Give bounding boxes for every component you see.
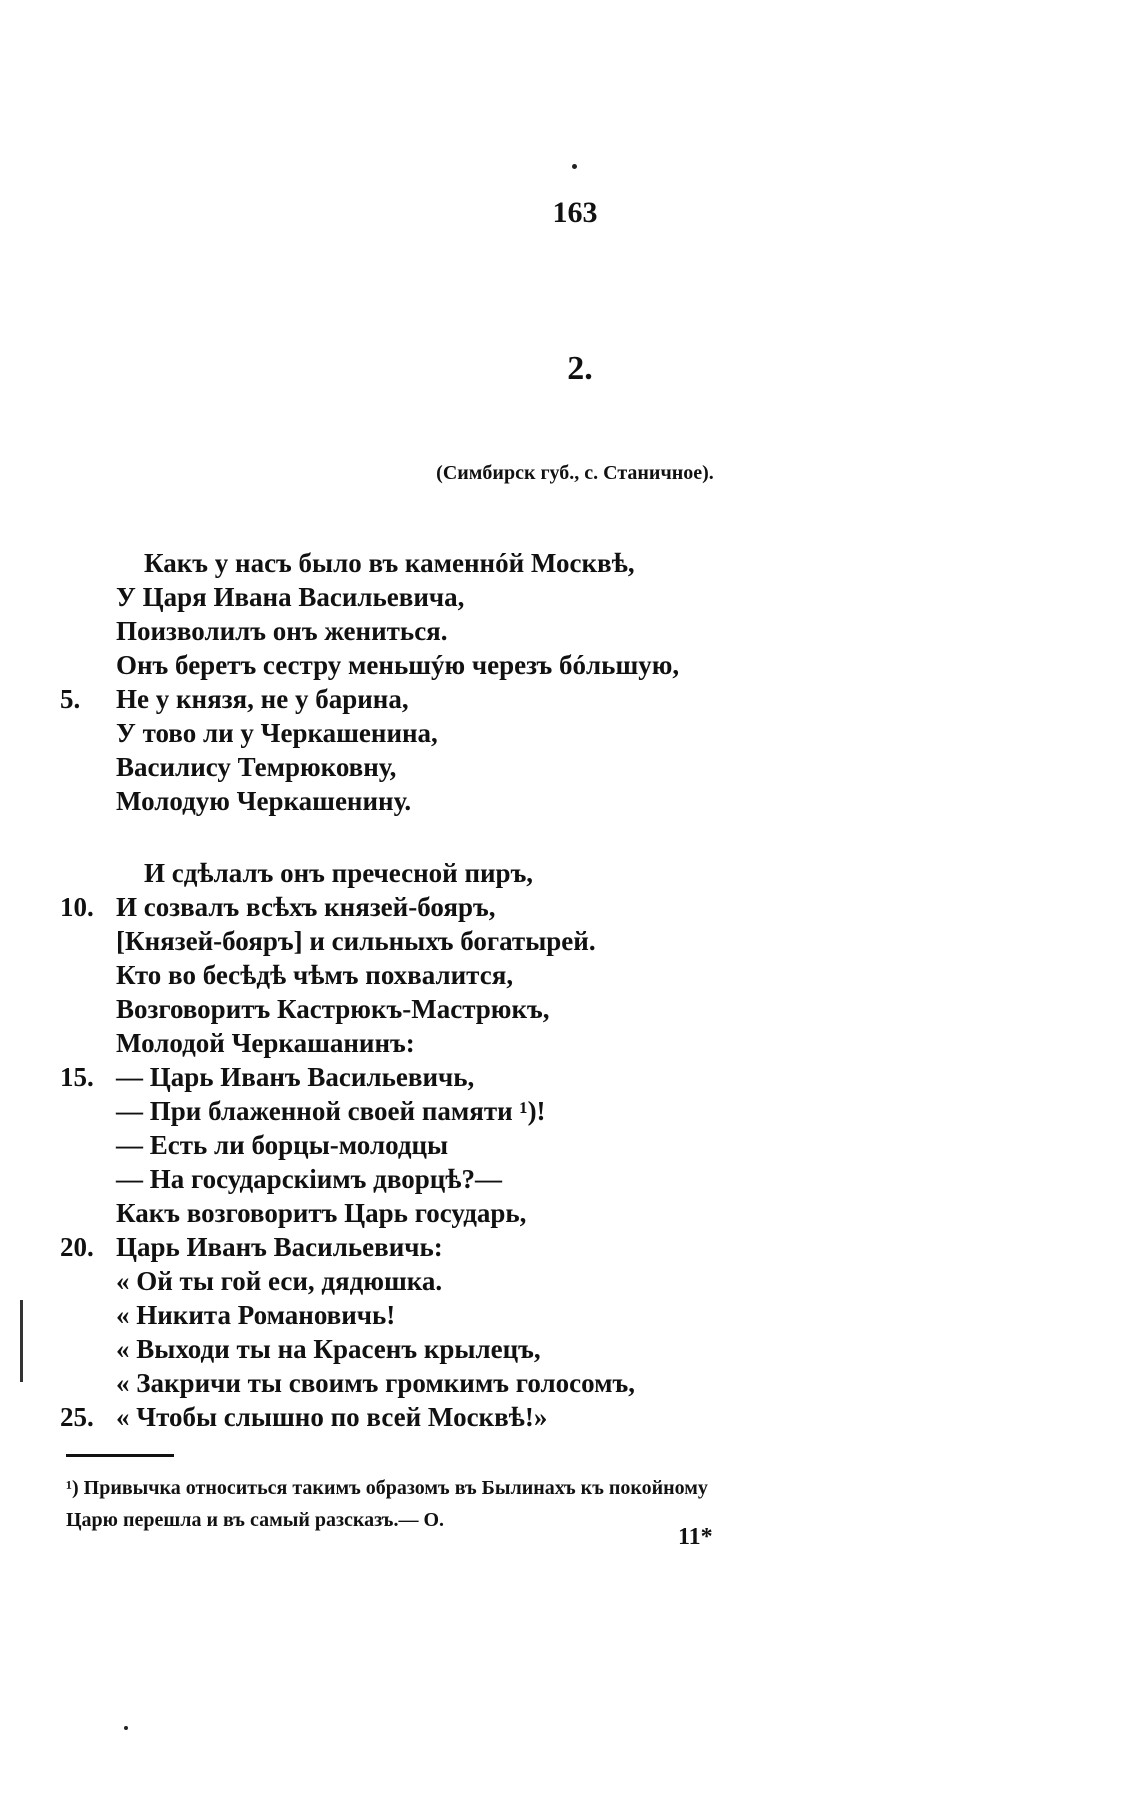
poem-number: 2. [567, 350, 593, 387]
footnote-rule [66, 1454, 174, 1457]
verse-text: Молодой Черкашанинъ: [116, 1028, 415, 1058]
verse-line [60, 958, 1080, 992]
footnote-line-2: Царю перешла и въ самый разсказъ.— О. [66, 1509, 445, 1531]
line-number: 5. [60, 684, 81, 714]
verse-text: [Князей-бояръ] и сильныхъ богатырей. [116, 926, 596, 956]
verse-line [60, 546, 1080, 580]
verse-text: Какъ возговоритъ Царь государь, [116, 1198, 527, 1228]
verse-line [60, 716, 1080, 750]
verse-text: Василису Темрюковну, [116, 752, 397, 782]
verse-line [60, 1026, 1080, 1060]
verse-text: Царь Иванъ Васильевичь: [116, 1232, 443, 1262]
verse-line [60, 784, 1080, 818]
verse-text: У Царя Ивана Васильевича, [116, 582, 465, 612]
verse-line [60, 1128, 1080, 1162]
verse-line [60, 924, 1080, 958]
verse-line [60, 648, 1080, 682]
verse-text: « Ой ты гой еси, дядюшка. [116, 1266, 443, 1296]
source-note: (Симбирск губ., с. Станичное). [436, 462, 714, 484]
stanza-1 [60, 546, 1080, 818]
verse-line [60, 614, 1080, 648]
verse-text: Поизволилъ онъ жениться. [116, 616, 448, 646]
verse-text: Молодую Черкашенину. [116, 786, 412, 816]
verse-text: « Никита Романовичь! [116, 1300, 396, 1330]
verse-line [60, 1162, 1080, 1196]
verse-line [60, 992, 1080, 1026]
verse-text: Возговоритъ Кастрюкъ-Мастрюкъ, [116, 994, 550, 1024]
verse-text: — На государскіимъ дворцѣ?— [116, 1164, 503, 1194]
verse-text: У тово ли у Черкашенина, [116, 718, 438, 748]
verse-text: И сдѣлалъ онъ пречесной пиръ, [144, 858, 534, 888]
verse-line [60, 1094, 1080, 1128]
ink-speck [572, 164, 577, 169]
verse-text: Кто во бесѣдѣ чѣмъ похвалится, [116, 960, 514, 990]
line-number: 20. [60, 1232, 94, 1262]
verse-text: Онъ беретъ сестру меньшýю черезъ бóльшую, [116, 650, 680, 680]
verse-text: — Есть ли борцы-молодцы [116, 1130, 449, 1160]
verse-text: — Царь Иванъ Васильевичь, [116, 1062, 475, 1092]
verse-line [60, 1332, 1080, 1366]
verse-line [60, 856, 1080, 890]
verse-line [60, 580, 1080, 614]
verse-line [60, 1298, 1080, 1332]
line-number: 10. [60, 892, 94, 922]
verse-text: « Чтобы слышно по всей Москвѣ!» [116, 1402, 548, 1432]
verse-line [60, 1400, 1080, 1434]
signature-mark: 11* [678, 1524, 713, 1550]
verse-text: Какъ у насъ было въ каменнóй Москвѣ, [144, 548, 635, 578]
verse-line [60, 890, 1080, 924]
page-number: 163 [552, 196, 598, 229]
verse-text: И созвалъ всѣхъ князей-бояръ, [116, 892, 496, 922]
ink-speck [124, 1726, 128, 1730]
line-number: 25. [60, 1402, 94, 1432]
verse-text: « Закричи ты своимъ громкимъ голосомъ, [116, 1368, 635, 1398]
footnote [66, 1472, 1066, 1536]
verse-line [60, 750, 1080, 784]
stanza-2 [60, 856, 1080, 1434]
verse-text: Не у князя, не у барина, [116, 684, 409, 714]
verse-text: — При блаженной своей памяти ¹)! [116, 1096, 546, 1126]
line-number: 15. [60, 1062, 94, 1092]
verse-line [60, 1060, 1080, 1094]
verse-line [60, 682, 1080, 716]
verse-line [60, 1366, 1080, 1400]
margin-mark [20, 1300, 23, 1382]
verse-line [60, 1196, 1080, 1230]
footnote-line-1: ¹) Привычка относиться такимъ образомъ въ Былинахъ къ покойному [66, 1477, 708, 1499]
verse-text: « Выходи ты на Красенъ крылецъ, [116, 1334, 541, 1364]
verse-line [60, 1264, 1080, 1298]
verse-line [60, 1230, 1080, 1264]
